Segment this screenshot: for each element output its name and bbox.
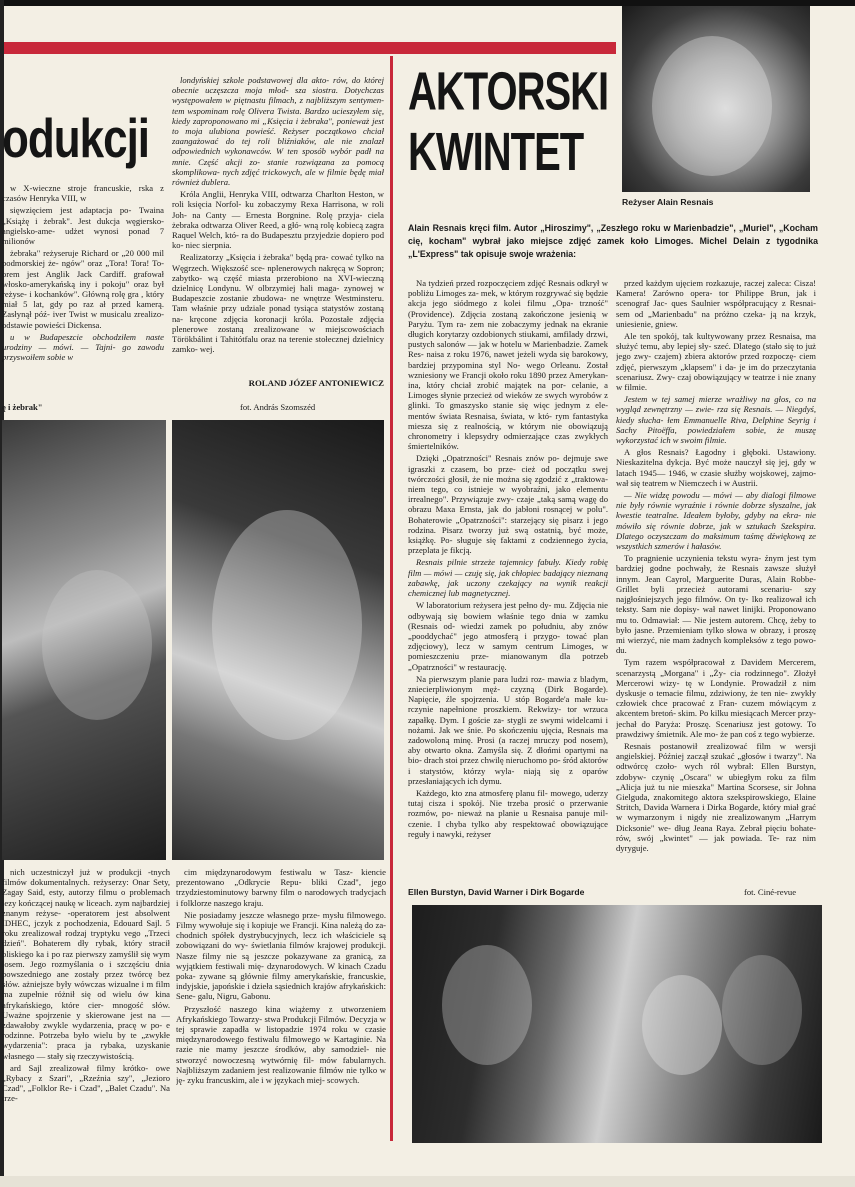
title-line-1: AKTORSKI [408,62,609,122]
paragraph: Nie posiadamy jeszcze własnego prze- mysłu filmowego. Filmy wywołuje się i kopiuje we Francji. Kina należą do za- chodnich spółek dystrybucyjnych, lecz ich właściciele są zobowiązani do wy- świetlania filmów krajowej produkcji. Nasze filmy nie są jeszcze pokazywane za granicą, za wyjątkiem festiwali mię- dzynarodowych. W kinach Czadu poka- zywane są głównie filmy amerykańskie, francuskie, indyjskie, japońskie i dzieła sąsiednich krajów afrykańskich: Sene- galu, Nigru, Gabonu. [176,909,386,1002]
paragraph: Resnais pilnie strzeże tajemnicy fabuły. Kiedy robię film — mówi — czuję się, jak chłopiec badający nieznaną zabawkę, jak uczony czekający na wynik reakcji chemicznej lub magnetycznej. [408,557,608,599]
paragraph: Resnais postanowił zrealizować film w wersji angielskiej. Później zaczął szukać „głosów i twarzy". Na odtwórcę czoło- wych ról wybrał: Ellen Burstyn, zdobyw- czynię „Oscara" w ubiegłym roku za film „Alicja już tu nie mieszka" Martina Scorsese, sir Johna Gielguda, znakomitego aktora szekspirowskiego, Elaine Stritch, Davida Warnera i Dirka Bogarde, który miał grać w wymarzonym i nigdy nie zrealizowanym „Harrym Dicksonie" we- dług Jeana Raya. Zebrał pięciu bohate- rów, swój „kwintet" — jak powiada. Te- raz nim dyryguje. [616,740,816,853]
paragraph: To pragnienie uczynienia tekstu wyra- źnym jest tym bardziej godne pochwały, że Resnais zawsze służył innym. Jean Cayrol, Marguerite Duras, Alain Robbe- Grillet byli przecież autorami scenariu- szy najgłośniejszych jego filmów. On ty- lko realizował ich teksty. Sam nie dopisy- wał nawet linijki. Proponowano mu to. Odmawiał: — Nie jestem autorem. Chcę, żeby to było jasne. Przemieniam tylko słowa w obrazy, i proszę mi wierzyć, nie mam żadnych kompleksów z tego powo- du. [616,553,816,656]
bottom-left-column-1 [2,867,170,1147]
red-header-rule [4,42,616,54]
paragraph: Realizatorzy „Księcia i żebraka" będą pra- cować tylko na Węgrzech. Większość sce- nplenerowych nakręcą w Sopron; zabytko- wą część miasta przerobiono na XVI-wieczną dzielnicę Londynu. W olbrzymiej hali maga- zynowej w Budapeszcie zostanie zbudowa- ne wnętrze Westminsteru. Tam właśnie przy udziale ponad tysiąca statystów zostaną na- kręcone zdjęcia koronacji króla. Pozostałe zdjęcia plenerowe zostaną zrealizowane w miejscowościach Törökbálint i Tahitótfalu oraz na terenie stołecznej dzielnicy zamko- wej. [172,252,384,355]
paragraph: Jestem w tej samej mierze wrażliwy na głos, co na wygląd zewnętrzny — zwie- rza się Resnais. — Niegdyś, kiedy słucha- łem Emmanuelle Riva, Delphine Seyrig i Sachy Pitoëffa, powiedziałem sobie, że muszę wykorzystać ich w swoim filmie. [616,394,816,446]
bottom-photo-caption: Ellen Burstyn, David Warner i Dirk Bogarde [408,887,585,897]
bottom-margin [0,1176,855,1187]
left-photo-caption: ę i żebrak" [2,402,43,412]
paragraph: Tym razem współpracował z Davidem Mercerem, scenarzystą „Morgana" i „Ży- cia rodzinnego". Złożył Mercerowi wizy- tę w Londynie. Prowadził z nim dyskusje o temacie filmu, zdziwiony, że ten nie- zwykły człowiek chce pracować z Fran- cuzem mówiącym z akcentem bretoń- skim. Po kilku miesiącach Mercer przy- jechał do Paryża: Proszę. Scenariusz jest gotowy. To prawdziwy śmietnik. Ale mo- że pan coś z tego wybierze. [616,657,816,739]
paragraph: sięwzięciem jest adaptacja po- Twaina „Książę i żebrak". Jest dukcja węgiersko-angielsko-ame- udżet wynosi ponad 7 milionów [2,205,164,247]
paragraph: londyńskiej szkole podstawowej dla akto- rów, do której obecnie uczęszcza moja młod- sza siostra. Dotychczas występowałem w piętnastu filmach, z najbliższym sentymen- tem wspominam rolę Olivera Twista. Bardzo ucieszyłem się, kiedy zaproponowano mi „Księcia i żebraka", ponieważ jest to moja ulubiona powieść. Reżyser początkowo chciał zaangażować do tej roli bliźniaków, ale nie znalazł odpowiednich wykonawców. W ten sposób wybór padł na mnie. Część akcji zo- stanie rozwiązana za pomocą skomplikowa- nych zdjęć trickowych, ale w filmie będę miał również dublera. [172,75,384,188]
paragraph: ard Sajl zrealizował filmy krótko- owe „Rybacy z Szari", „Rzeźnia szy", „Jezioro Czad", „Folklor Re- i Czad", „Balet Czadu". Na trze- [2,1062,170,1104]
paragraph: Przyszłość naszego kina wiążemy z utworzeniem Afrykańskiego Towarzy- stwa Produkcji Filmów. Decyzja w tej sprawie zapadła w listopadzie 1974 roku w czasie międzynarodowego festiwalu filmowego w Kartaginie. Na razie nie mamy jeszcze środków, aby samodziel- nie stworzyć nowoczesną wytwórnię fil- mów fabularnych. Najbliższym zadaniem jest realizowanie filmów nie tylko w ję- zyku francuskim, ale i w językach miej- scowych. [176,1003,386,1086]
photo-young-actor [2,420,166,860]
paragraph: w X-wieczne stroje francuskie, rska z czasów Henryka VIII, w [2,183,164,204]
left-photo-credit: fot. András Szomszéd [240,402,316,412]
paragraph: przed każdym ujęciem rozkazuje, raczej zaleca: Cisza! Kamera! Zarówno opera- tor Philippe Brun, jak i scenograf Jac- ques Saulnier współpracujący z Resnai- sem od „Marienbadu" na próżno czeka- ją na krzyk, uniesienie, gniew. [616,278,816,329]
paragraph: Na pierwszym planie para ludzi roz- mawia z bladym, zniecierpliwionym męż- czyzną (Dirk Bogarde). Napięcie, źle spojrzenia. U stóp Bogarde'a małe ku- rczynie napełnione proszkiem. Rekwizy- tor wrzuca zapałkę. Dym. I goście za- stygli ze swymi widelcami i nożami. Jak we śnie. Po skończeniu ujęcia, Resnais ma zadowoloną minę. Prosi (a raczej mruczy pod nosem), aby otwarto okna. Zamyśla się. Z dłońmi opartymi na bio- drach stoi przez chwilę nieruchomo po- śród aktorów i statystów, którzy wyla- niają się z oparów przesłaniających ich dymu. [408,673,608,786]
resnais-photo-caption: Reżyser Alain Resnais [622,197,714,207]
paragraph: W laboratorium reżysera jest pełno dy- mu. Zdjęcia nie odbywają się bowiem właśnie tego dnia w zamku (Resnais od- wiedzi zamek po południu, aby znów „pooddychać" jego atmosferą i przygo- tować plan zdjęciowy), lecz w samym centrum Limoges, w pomieszczeniu prze- mianowanym dla potrzeb „Opatrzności" w restaurację. [408,600,608,672]
paragraph: cim międzynarodowym festiwalu w Tasz- kiencie prezentowano „Odkrycie Repu- bliki Czad", jego trzydziestominutowy barwny film o narodowych tradycjach i folklorze naszego kraju. [176,867,386,908]
photo-film-scene [412,905,822,1143]
right-column-1 [408,278,608,878]
author-signature: ROLAND JÓZEF ANTONIEWICZ [248,378,384,388]
right-column-2 [616,278,816,878]
article-lead: Alain Resnais kręci film. Autor „Hiroszimy", „Zeszłego roku w Marienbadzie", „Muriel", „Kocham cię, kocham" wybrał jako miejsce zdjęć zamek koło Limoges. Michel Delain z tygodnika „L'Express" tak opisuje swoje wrażenia: [408,223,818,259]
bottom-photo-credit: fot. Ciné-revue [744,887,797,897]
paragraph: Na tydzień przed rozpoczęciem zdjęć Resnais odkrył w pobliżu Limoges za- mek, w którym rozgrywać się będzie akcja jego siódmego z kolei filmu „Opa- trzność" (Providence). Zdjęcia zostaną zakończone jesienią w Paryżu. Tym ra- zem nie zobaczymy jednak na ekranie długich korytarzy ozdobionych stiukami, amfilady drzwi, pustych salonów — jak w hotelu w Marienbadzie. Zamek Res- naisa z roku 1976, nawet jeżeli wyda się barokowy, bardziej przypomina styl No- wego Orleanu. Został wzniesiony we Francji około roku 1890 przez Amerykan- ina, który chciał zrobić majątek na por- celanie, a Limoges słynie przecież od wieków ze swych wyrobów z glinki. To gmaszysko stanie się więc jednym z ele- mentów świata Resnaisa, świata, w któ- rym fantastyka miesza się z realnością, w którym nie obowiązują chronometry i klepsydry odmierzające czas zwykłych śmiertelników. [408,278,608,452]
paragraph: żebraka" reżyseruje Richard or „20 000 mil podmorskiej że- ngów" oraz „Tora! Tora! To- orem jest Anglik Jack Cardiff. grafował włosko-amerykańską iny i pokoju" oraz był reżyse- i kochanków". Główną rolę gra , który miał 5 lat, gdy po raz ał przed kamerą. Zasłynął póź- iver Twist w musicalu zrealizo- odstawie powieści Dickensa. [2,248,164,330]
left-column-1 [2,183,164,398]
paragraph: A głos Resnais? Łagodny i głęboki. Ustawiony. Nieskazitelna dykcja. Być może nauczył się jej, gdy w latach 1945— 1946, w czasie służby wojskowej, zajmo- wał się teatrem w Niemczech i w Austrii. [616,447,816,488]
paragraph: Ale ten spokój, tak kultywowany przez Resnaisa, ma służyć temu, aby lepiej sły- szeć. Dlatego (stało się to już jego zwy- czajem) zbiera aktorów przed rozpoczę- ciem zdjęć, pierwszym „klapsem" i da- je im do przeczytania scenariusz. Zwy- czaj obowiązujący w teatrze i nie znany w filmie. [616,331,816,393]
red-column-divider [390,56,393,1141]
left-column-2 [172,75,384,415]
paragraph: Każdego, kto zna atmosferę planu fil- mowego, uderzy tutaj cisza i spokój. Nie trzeba prosić o przerwanie rozmów, po- nieważ na planie u Resnaisa panuje mil- czenie. I chyba tylko aby respektować obowiązujące reguły i nawyki, reżyser [408,787,608,839]
paragraph: Króla Anglii, Henryka VIII, odtwarza Charlton Heston, w roli księcia Norfol- ku zobaczymy Rexa Harrisona, w roli Joh- na Canty — Ernesta Borgnine. Rolę przyja- ciela żebraka odtwarza Oliver Reed, a głó- wną rolę kobiecą zagra Raquel Welch, któ- ra do Budapesztu przyjedzie dopiero pod ko- niec sierpnia. [172,189,384,251]
photo-old-man-profile [172,420,384,860]
paragraph: nich uczestniczył już w produkcji -tnych filmów dokumentalnych. reżyserzy: Onar Sety, Zagay Said, esty, autorzy filmu o problemach iezy kończącej naukę w liceach. zym najbardziej znanym reżyse- -operatorem jest absolwent IDHEC, jczyk z pochodzenia, Edouard Sajl. 5 roku zrealizował rodzaj tryptyku vego „Trzeci dzień". Bohaterem dły rybak, który stracił bliskiego ka i po raz pierwszy zamyślił się wym losem. Jego rozmyślania o i szczęściu dnia powszedniego ane zostały przez twórcę bez słów. ażniejsze były wówczas wizualne i m film ma zupełnie różnił się od wielu ów kina afrykańskiego, które cier- mnogość słów. Uważne spojrzenie y skierowane jest na — zdawałoby zwykle wydarzenia, pracę w po- e rodzinne. Potrzeba było wielu by te „zwykłe wydarzenia": praca ja rybaka, uzyskanie własnego — stały się rzeczywistością. [2,867,170,1061]
paragraph: u w Budapeszcie obchodziłem naste urodziny — mówi. — Tajni- go zawodu przyswoiłem sobie w [2,331,164,363]
photo-alain-resnais [622,6,810,192]
paragraph: — Nie widzę powodu — mówi — aby dialogi filmowe nie były równie wyraźnie i równie dobrze słyszalne, jak kwestie teatralne. Ideałem byłoby, gdyby na ekra- nie mówiło się równie dobrze, jak w sztukach Szekspira. Dlatego oczyszczam do maksimum taśmę dźwiękową ze wszystkich szmerów i hałasów. [616,490,816,552]
bottom-left-column-2 [176,867,386,1147]
left-article-title: odukcji [2,108,150,170]
title-line-2: KWINTET [408,122,584,183]
paragraph: Dzięki „Opatrzności" Resnais znów po- dejmuje swe igraszki z czasem, bo prze- cież od początku swej twórczości głosił, że nie można się zgodzić z „traktowa- niem tego, co istnieje w wyobraźni, jako elementu irrealnego". Przywiązuje zwy- czaje „taką samą wagę do obrazu Maxa Ernsta, jak do jabłoni rosnącej w polu". Bohaterowie „Opatrzności": starzejący się pisarz i jego rodzina. Pisarz tworzy już swą ostatnią, być może, książkę. Po- sługuje się faktami z codziennego życia, przeplata je fikcją. [408,453,608,556]
right-article-title [408,62,608,184]
